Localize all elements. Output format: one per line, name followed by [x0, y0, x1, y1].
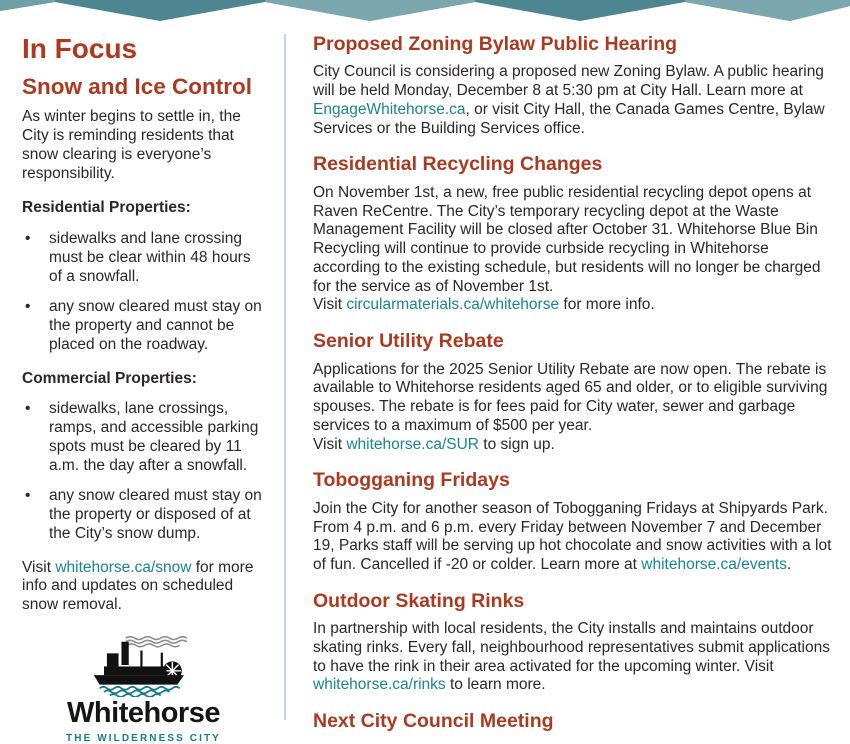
- section-tobogganing-fridays: [313, 470, 832, 574]
- section-paragraph: [313, 500, 832, 575]
- bullet-text: sidewalks and lane crossing must be clear within 48 hours of a snowfall.: [49, 230, 251, 285]
- snow-footer-text: [22, 559, 265, 615]
- in-focus-title: In Focus: [22, 33, 138, 64]
- logo-wordmark: Whitehorse: [67, 696, 220, 729]
- column-divider: [284, 34, 286, 720]
- bullet-icon: •: [25, 487, 31, 505]
- list-item: [22, 487, 265, 543]
- text-segment: City Council is considering a proposed new Zoning Bylaw. A public hearing will be held Monday, December 8 at 5:30 pm at City Hall. Learn more at: [313, 63, 824, 100]
- in-focus-column: [22, 33, 265, 744]
- section-paragraph: [313, 436, 832, 455]
- inline-link[interactable]: circularmaterials.ca/whitehorse: [346, 296, 560, 314]
- text-segment: for more info and updates on scheduled snow removal.: [22, 558, 254, 614]
- bullet-icon: •: [25, 400, 31, 418]
- list-item: [22, 400, 265, 475]
- section-next-council-meeting: [313, 711, 832, 732]
- section-heading: Tobogganing Fridays: [313, 469, 510, 492]
- list-item: [22, 230, 265, 286]
- snow-ice-heading: Snow and Ice Control: [22, 73, 253, 99]
- residential-bullet-list: [22, 230, 265, 355]
- bullet-icon: •: [25, 230, 31, 248]
- steamboat-icon: [75, 633, 213, 697]
- snow-intro-text: As winter begins to settle in, the City is reminding residents that snow clearing is everyone’s responsibility.: [22, 108, 241, 182]
- section-senior-utility-rebate: [313, 331, 832, 454]
- bullet-text: any snow cleared must stay on the property or disposed of at the City’s snow dump.: [49, 487, 262, 542]
- commercial-properties-label: Commercial Properties:: [22, 369, 197, 387]
- section-heading: Proposed Zoning Bylaw Public Hearing: [313, 33, 678, 55]
- commercial-bullet-list: [22, 400, 265, 543]
- list-item: [22, 298, 265, 354]
- inline-link[interactable]: whitehorse.ca/events: [641, 556, 787, 573]
- text-segment: On November 1st, a new, free public residential recycling depot opens at Raven ReCentre. The City’s temporary recycling depot at the Waste Management Facility will be closed after October 31. Whitehorse Blue Bin Recycling will continue to provide curbside recycling in Whitehorse according to the existing schedule, but residents will no longer be charged for the service as of November 1st.: [313, 183, 821, 295]
- text-segment: Visit: [313, 296, 347, 314]
- section-outdoor-skating-rinks: [313, 591, 832, 695]
- bullet-text: sidewalks, lane crossings, ramps, and accessible parking spots must be cleared by 11 a.m. the day after a snowfall.: [49, 400, 259, 474]
- section-paragraph: [313, 361, 832, 436]
- inline-link[interactable]: whitehorse.ca/SUR: [346, 435, 479, 453]
- section-heading: Next City Council Meeting: [313, 710, 554, 733]
- section-paragraph: [313, 296, 832, 315]
- section-zoning-bylaw: [313, 34, 832, 138]
- text-segment: In partnership with local residents, the City installs and maintains outdoor skating rinks. Every fall, neighbourhood representatives submit applications to have the rink in their area activated for the upcoming winter. Visit: [313, 620, 830, 675]
- inline-link[interactable]: EngageWhitehorse.ca: [313, 100, 466, 118]
- text-segment: for more info.: [559, 296, 655, 314]
- section-paragraph: [313, 63, 832, 138]
- text-segment: Visit: [313, 435, 347, 453]
- newsletter-body: [0, 22, 850, 744]
- text-segment: Applications for the 2025 Senior Utility Rebate are now open. The rebate is available to Whitehorse residents aged 65 and older, or to eligible surviving spouses. The rebate is for fees paid for City water, sewer and garbage services to a maximum of $500 per year.: [313, 360, 828, 434]
- residential-properties-label: Residential Properties:: [22, 199, 191, 217]
- section-heading: Outdoor Skating Rinks: [313, 589, 525, 612]
- text-segment: Join the City for another season of Tobogganing Fridays at Shipyards Park. From 4 p.m. and 6 p.m. every Friday between November 7 and December 19, Parks staff will be serving up hot chocolate and snow activities with a lot of fun. Cancelled if -20 or colder. Learn more at: [313, 499, 832, 573]
- whitehorse-logo: [22, 633, 265, 744]
- news-column: [313, 33, 832, 733]
- text-segment: , or visit City Hall, the Canada Games Centre, Bylaw Services or the Building Services office.: [313, 100, 825, 137]
- inline-link[interactable]: whitehorse.ca/snow: [55, 558, 192, 576]
- text-segment: to learn more.: [445, 676, 546, 694]
- section-paragraph: [313, 184, 832, 297]
- text-segment: to sign up.: [478, 435, 555, 453]
- bullet-icon: •: [25, 298, 31, 316]
- text-segment: .: [786, 556, 792, 573]
- section-paragraph: [313, 620, 832, 695]
- bullet-text: any snow cleared must stay on the property and cannot be placed on the roadway.: [49, 298, 262, 353]
- inline-link[interactable]: whitehorse.ca/rinks: [313, 676, 446, 694]
- section-heading: Residential Recycling Changes: [313, 153, 603, 176]
- top-wave-decoration: [0, 0, 850, 22]
- logo-tagline: THE WILDERNESS CITY: [66, 732, 221, 744]
- section-recycling-changes: [313, 154, 832, 315]
- text-segment: Visit: [22, 558, 56, 576]
- section-heading: Senior Utility Rebate: [313, 330, 504, 353]
